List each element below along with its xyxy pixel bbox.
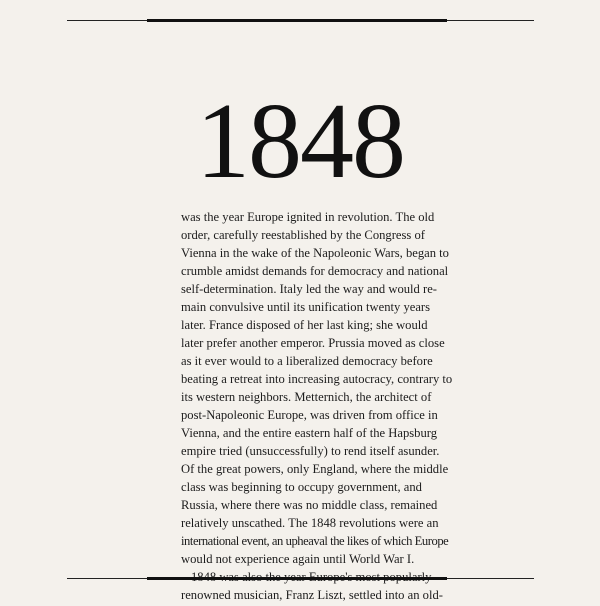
bottom-rule [67,578,534,579]
text-line: renowned musician, Franz Liszt, settled into an old- [181,588,443,602]
text-line: international event, an upheaval the likes of which Europe [181,534,449,548]
text-line: main convulsive until its unification twenty years [181,300,431,314]
text-line: Vienna, and the entire eastern half of the Hapsburg [181,426,438,440]
text-line: as it ever would to a liberalized democracy before [181,354,433,368]
text-line: crumble amidst demands for democracy and national [181,264,449,278]
top-rule-accent [147,19,447,22]
text-line: would not experience again until World War I. [181,552,415,566]
text-line: was the year Europe ignited in revolution. The old [181,210,435,224]
text-line: relatively unscathed. The 1848 revolutions were an [181,516,439,530]
text-line: class was beginning to occupy government, and [181,480,422,494]
text-line: beating a retreat into increasing autocracy, contrary to [181,372,453,386]
text-line: its western neighbors. Metternich, the architect of [181,390,432,404]
text-line: later. France disposed of her last king; she would [181,318,428,332]
text-line: Russia, where there was no middle class, remained [181,498,438,512]
body-text [181,208,453,604]
text-line: later prefer another emperor. Prussia moved as close [181,336,445,350]
bottom-rule-accent [147,577,447,580]
text-line: order, carefully reestablished by the Congress of [181,228,425,242]
text-line: Of the great powers, only England, where the middle [181,462,449,476]
top-rule [67,20,534,21]
page-title: 1848 [196,82,404,201]
text-line: post-Napoleonic Europe, was driven from office in [181,408,438,422]
text-line: empire tried (unsuccessfully) to rend itself asunder. [181,444,440,458]
text-line: self-determination. Italy led the way and would re- [181,282,437,296]
text-line: Vienna in the wake of the Napoleonic Wars, began to [181,246,449,260]
